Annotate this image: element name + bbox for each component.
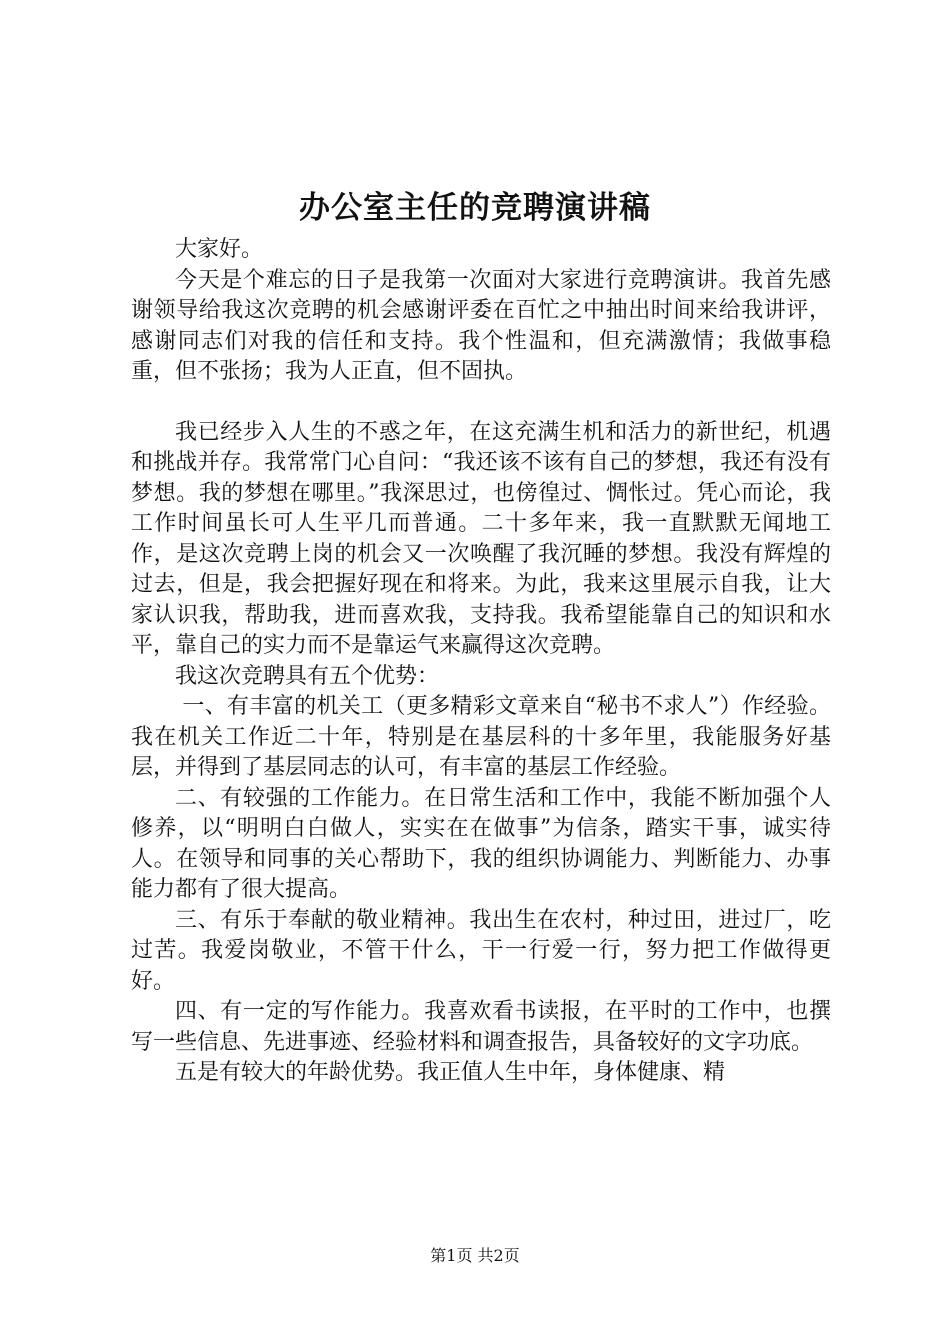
document-title: 办公室主任的竞聘演讲稿: [299, 190, 651, 226]
paragraph-reflection: 我已经步入人生的不惑之年，在这充满生机和活力的新世纪，机遇和挑战并存。我常常门心自问：“我还该不该有自己的梦想，我还有没有梦想。我的梦想在哪里。”我深思过，也傍徨过、惆怅过。凭心而论，我工作时间虽长可人生平几而普通。二十多年来，我一直默默无闻地工作，是这次竞聘上岗的机会又一次唤醒了我沉睡的梦想。我没有辉煌的过去，但是，我会把握好现在和将来。为此，我来这里展示自我，让大家认识我，帮助我，进而喜欢我，支持我。我希望能靠自己的知识和水平，靠自己的实力而不是靠运气来赢得这次竞聘。: [131, 419, 831, 658]
paragraph-advantage-5: 五是有较大的年龄优势。我正值人生中年，身体健康、精: [175, 1060, 726, 1085]
paragraph-advantage-2: 二、有较强的工作能力。在日常生活和工作中，我能不断加强个人修养，以“明明白白做人，实实在在做事”为信条，踏实干事，诚实待人。在领导和同事的关心帮助下，我的组织协调能力、判断能力、办事能力都有了很大提高。: [131, 785, 831, 902]
paragraph-advantage-3: 三、有乐于奉献的敬业精神。我出生在农村，种过田，进过厂，吃过苦。我爱岗敬业，不管干什么，干一行爱一行，努力把工作做得更好。: [131, 907, 831, 994]
page-footer: 第1页 共2页: [430, 1246, 520, 1265]
paragraph-intro: 今天是个难忘的日子是我第一次面对大家进行竞聘演讲。我首先感谢领导给我这次竞聘的机会感谢评委在百忙之中抽出时间来给我讲评，感谢同志们对我的信任和支持。我个性温和，但充满激情；我做事稳重，但不张扬；我为人正直，但不固执。: [131, 267, 831, 384]
paragraph-advantage-4: 四、有一定的写作能力。我喜欢看书读报，在平时的工作中，也撰写一些信息、先进事迹、经验材料和调查报告，具备较好的文字功底。: [131, 999, 831, 1055]
paragraph-advantage-1: 一、有丰富的机关工（更多精彩文章来自“秘书不求人”）作经验。我在机关工作近二十年，特别是在基层科的十多年里，我能服务好基层，并得到了基层同志的认可，有丰富的基层工作经验。: [131, 694, 831, 780]
paragraph-greeting: 大家好。: [175, 237, 264, 262]
document-body: [131, 235, 831, 1089]
paragraph-advantages-heading: 我这次竞聘具有五个优势：: [175, 663, 440, 689]
